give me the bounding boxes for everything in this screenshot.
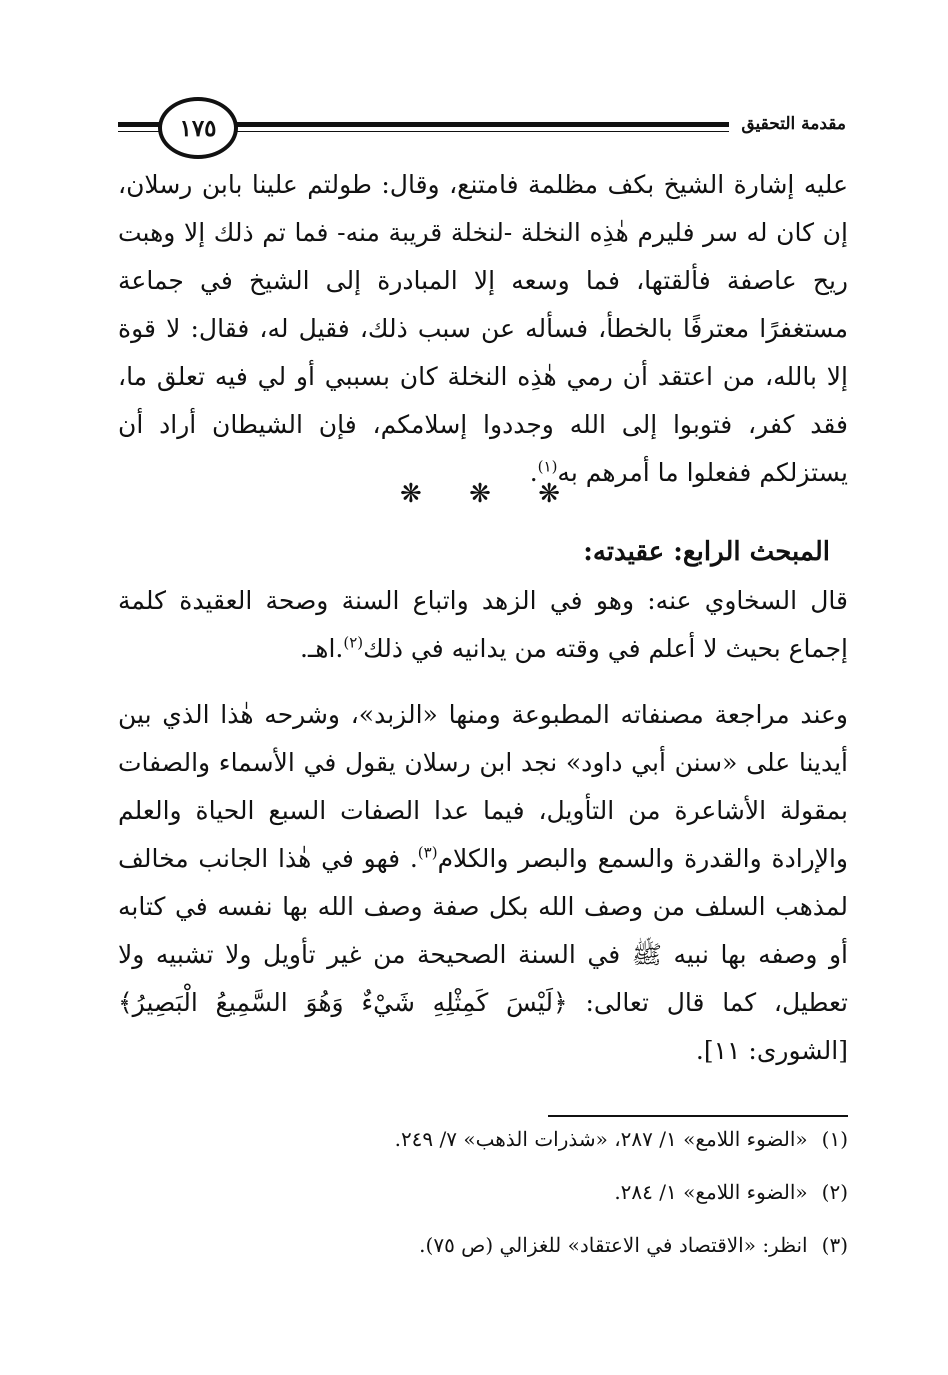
quran-citation: [الشورى: ١١]. [695,1036,848,1065]
paragraph-1 [118,161,848,497]
paragraph-2-end: .اهـ. [300,634,344,663]
paragraph-1-end: . [529,458,538,487]
page-number: ١٧٥ [179,114,217,142]
footnote-divider [548,1115,848,1117]
paragraph-3-part-1: وعند مراجعة مصنفاته المطبوعة ومنها «الزبد»، وشرحه هٰذا الذي بين أيدينا على «سنن أبي داود» نجد ابن رسلان يقول في الأسماء والصفات بمقولة الأشاعرة من التأويل، فيما عدا الصفات السبع الحياة والعلم والإرادة والقدرة والسمع والبصر والكلام [118,700,848,873]
section-heading: المبحث الرابع: عقيدته: [583,537,830,567]
footnote-number: (٣) [821,1233,848,1257]
paragraph-3-part-2: . فهو في هٰذا الجانب مخالف لمذهب السلف من وصف الله بكل صفة وصف الله بها نفسه في كتابه أو وصفه بها نبيه ﷺ في السنة الصحيحة من غير تأويل ولا تشبيه ولا تعطيل، كما قال تعالى: [118,844,848,1017]
footnote-ref-1[interactable]: (١) [537,457,558,476]
footnote-2 [108,1179,848,1205]
paragraph-1-text: عليه إشارة الشيخ بكف مظلمة فامتنع، وقال: طولتم علينا بابن رسلان، إن كان له سر فليرم هٰذِه النخلة -لنخلة قريبة منه- فما تم ذلك إلا وهبت ريح عاصفة فألقتها، فما وسعه إلا المبادرة إلى الشيخ في جماعة مستغفرًا معترفًا بالخطأ، فسأله عن سبب ذلك، فقيل له، فقال: لا قوة إلا بالله، من اعتقد أن رمي هٰذِه النخلة كان بسببي أو لي فيه تعلق ما، فقد كفر، فتوبوا إلى الله وجددوا إسلامكم، فإن الشيطان أراد أن يستزلكم ففعلوا ما أمرهم به [118,170,848,487]
running-header [118,98,848,158]
quran-verse: ﴿لَيْسَ كَمِثْلِهِ شَيْءٌ وَهُوَ السَّمِيعُ الْبَصِيرُ﴾ [118,988,568,1017]
paragraph-2-text: قال السخاوي عنه: وهو في الزهد واتباع السنة وصحة العقيدة كلمة إجماع بحيث لا أعلم في وقته من يدانيه في ذلك [118,586,848,663]
footnotes [108,1126,848,1285]
separator-star-icon: ❋ [538,479,560,509]
footnote-3 [108,1232,848,1258]
section-separator [400,474,560,514]
footnote-number: (١) [821,1127,848,1151]
footnote-number: (٢) [821,1180,848,1204]
footnote-text: «الضوء اللامع» ١/ ٢٨٧، «شذرات الذهب» ٧/ ٢٤٩. [394,1127,808,1151]
footnote-ref-2[interactable]: (٢) [343,633,364,652]
footnote-text: «الضوء اللامع» ١/ ٢٨٤. [614,1180,808,1204]
footnote-ref-3[interactable]: (٣) [417,843,438,862]
section-name: مقدمة التحقيق [729,111,848,137]
page-number-badge [158,97,238,159]
footnote-1 [108,1126,848,1152]
paragraph-2 [118,577,848,673]
paragraph-3 [118,691,848,1075]
footnote-text: انظر: «الاقتصاد في الاعتقاد» للغزالي (ص ٧٥). [419,1233,808,1257]
separator-star-icon: ❋ [400,479,422,509]
separator-star-icon: ❋ [469,479,491,509]
